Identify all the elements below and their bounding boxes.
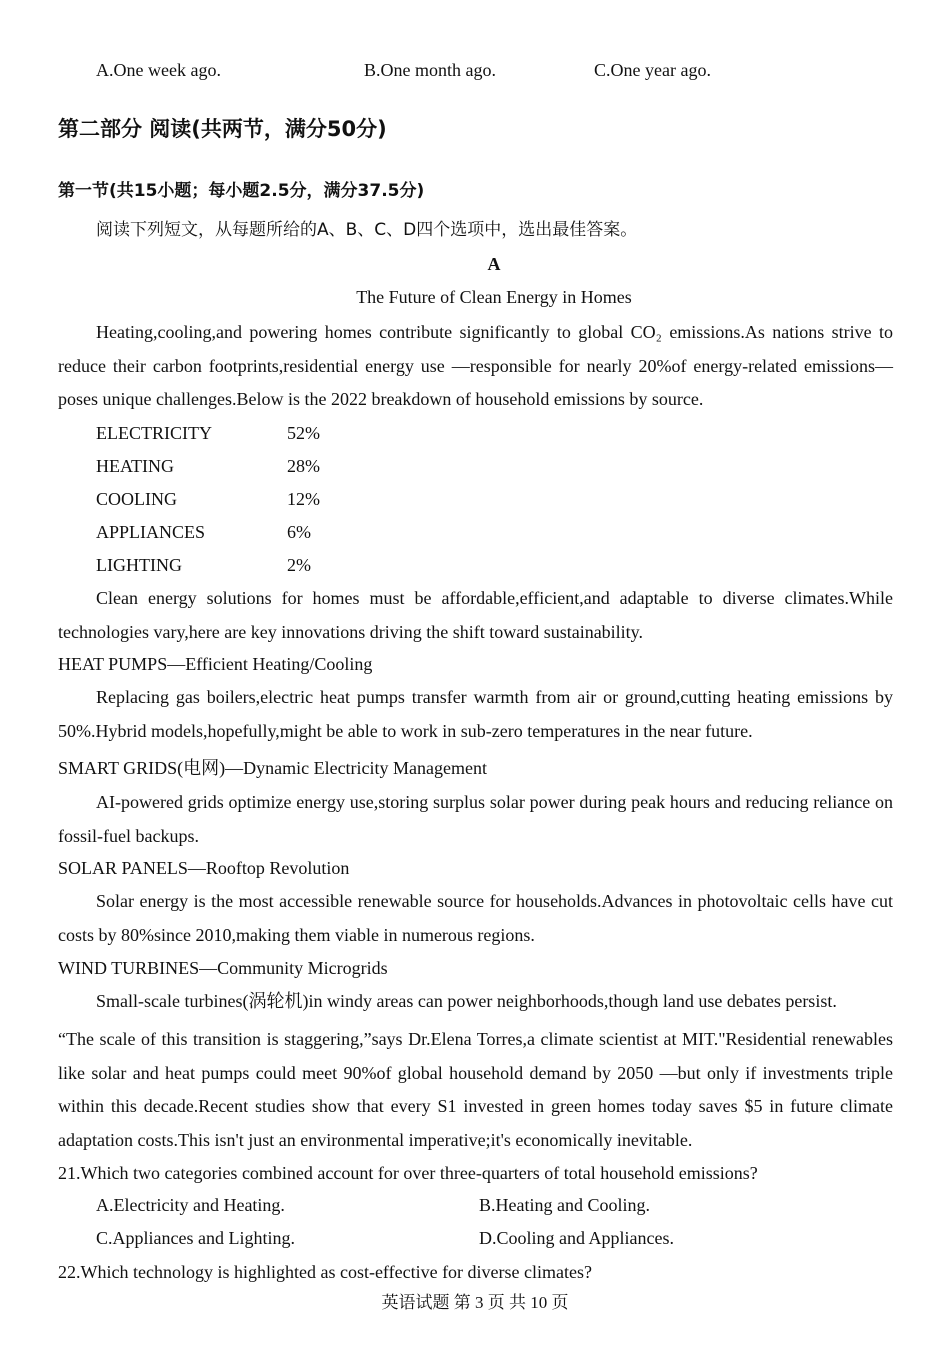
category: LIGHTING: [96, 555, 182, 575]
intro-text: Heating,cooling,and powering homes contribute significantly to global CO₂ emissions.As nations strive to reduce their carbon footprints,residential energy use —responsible for nearly 20%of energy-related emissions—poses unique challenges.Below is the 2022 breakdown of household emissions by source.: [58, 322, 893, 409]
section-heading-smart-grids: SMART GRIDS(电网)—Dynamic Electricity Management: [58, 758, 488, 778]
table-row: [96, 423, 320, 444]
option-b: B.One month ago.: [364, 60, 496, 80]
intro-paragraph: [58, 316, 893, 417]
passage-letter: A: [487, 254, 501, 274]
part-title: 第二部分 阅读(共两节，满分50分): [58, 117, 387, 141]
value: 12%: [287, 489, 320, 509]
smart-grids-paragraph: [58, 786, 893, 853]
smart-grids-text: AI-powered grids optimize energy use,storing surplus solar power during peak hours and reducing reliance on fossil-fuel backups.: [58, 792, 893, 846]
section-title: 第一节(共15小题；每小题2.5分，满分37.5分): [58, 181, 425, 201]
option-b: B.Heating and Cooling.: [479, 1195, 650, 1215]
page-footer: 英语试题 第 3 页 共 10 页: [381, 1293, 569, 1312]
table-row: [96, 489, 320, 510]
table-row: [96, 522, 311, 543]
option-a: A.One week ago.: [96, 60, 221, 80]
heat-pumps-text: Replacing gas boilers,electric heat pumps transfer warmth from air or ground,cutting heating emissions by 50%.Hybrid models,hopefully,might be able to work in sub-zero temperatures in the near future.: [58, 687, 893, 741]
option-a: A.Electricity and Heating.: [96, 1195, 285, 1215]
passage-title: The Future of Clean Energy in Homes: [356, 287, 632, 307]
after-table-text: Clean energy solutions for homes must be affordable,efficient,and adaptable to diverse climates.While technologies vary,here are key innovations driving the shift toward sustainability.: [58, 588, 893, 642]
after-table-paragraph: [58, 582, 893, 649]
value: 6%: [287, 522, 311, 542]
wind-turbines-text: Small-scale turbines(涡轮机)in windy areas can power neighborhoods,though land use debates persist.: [96, 991, 837, 1011]
table-row: [96, 456, 320, 477]
category: APPLIANCES: [96, 522, 206, 542]
value: 52%: [287, 423, 320, 443]
option-c: C.One year ago.: [594, 60, 711, 80]
heat-pumps-paragraph: [58, 681, 893, 748]
solar-panels-paragraph: [58, 885, 893, 952]
category: COOLING: [96, 489, 177, 509]
value: 2%: [287, 555, 311, 575]
quote-paragraph: “The scale of this transition is staggering,”says Dr.Elena Torres,a climate scientist at MIT."Residential renewables like solar and heat pumps could meet 90%of global household demand by 2050 —but only if investments triple within this decade.Recent studies show that every S1 invested in green homes today saves $5 in future climate adaptation costs.This isn't just an environmental imperative;it's economically inevitable.: [58, 1029, 893, 1150]
instruction: 阅读下列短文，从每题所给的A、B、C、D四个选项中，选出最佳答案。: [96, 220, 638, 240]
category: ELECTRICITY: [96, 423, 212, 443]
section-heading-solar-panels: SOLAR PANELS—Rooftop Revolution: [58, 858, 350, 878]
section-heading-wind-turbines: WIND TURBINES—Community Microgrids: [58, 958, 388, 978]
table-row: [96, 555, 311, 576]
question-22-stem: 22.Which technology is highlighted as cost-effective for diverse climates?: [58, 1262, 592, 1282]
value: 28%: [287, 456, 320, 476]
question-21-stem: 21.Which two categories combined account for over three-quarters of total household emissions?: [58, 1163, 758, 1183]
section-heading-heat-pumps: HEAT PUMPS—Efficient Heating/Cooling: [58, 654, 373, 674]
wind-turbines-paragraph: [58, 985, 893, 1019]
category: HEATING: [96, 456, 174, 476]
option-c: C.Appliances and Lighting.: [96, 1228, 295, 1248]
option-d: D.Cooling and Appliances.: [479, 1228, 674, 1248]
solar-panels-text: Solar energy is the most accessible renewable source for households.Advances in photovoltaic cells have cut costs by 80%since 2010,making them viable in numerous regions.: [58, 891, 893, 945]
